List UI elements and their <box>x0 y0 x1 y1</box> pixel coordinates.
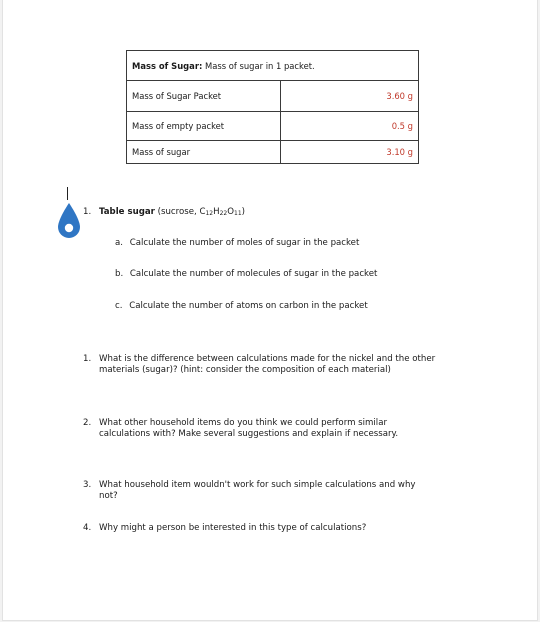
table-header-text: Mass of sugar in 1 packet. <box>204 60 315 71</box>
document-page <box>2 0 538 621</box>
question-text <box>99 354 435 376</box>
subquestion-a <box>115 238 359 249</box>
question-text <box>99 523 366 534</box>
table-row <box>127 141 419 164</box>
row-label: Mass of sugar <box>127 141 281 164</box>
subquestion-text: Calculate the number of moles of sugar in the packet <box>129 238 360 248</box>
subquestion-letter: c. <box>115 301 123 311</box>
subquestion-text: Calculate the number of molecules of sugar in the packet <box>129 269 378 279</box>
table-header-cell <box>127 51 419 81</box>
row-value: 3.60 g <box>280 81 418 112</box>
subquestion-letter: a. <box>115 238 123 248</box>
table-row <box>127 112 419 141</box>
question-line: What is the difference between calculations made for the nickel and the other <box>99 354 436 364</box>
table-header-row <box>127 51 419 81</box>
question-number: 3. <box>83 480 92 490</box>
question-4 <box>83 523 503 535</box>
formula-o-sub: 11 <box>234 210 242 217</box>
subquestion-letter: b. <box>115 269 124 279</box>
question-line: What other household items do you think we could perform similar <box>99 418 387 428</box>
sugar-mass-table <box>126 50 419 164</box>
water-drop-icon[interactable] <box>56 202 82 240</box>
question-number: 1. <box>83 207 92 217</box>
row-label: Mass of empty packet <box>127 112 281 141</box>
formula-o: O <box>227 207 234 217</box>
text-cursor <box>67 187 68 200</box>
subquestion-b <box>115 269 377 280</box>
question-3 <box>83 480 503 504</box>
question-number: 1. <box>83 354 92 364</box>
row-value: 3.10 g <box>280 141 418 164</box>
question-text <box>99 480 415 502</box>
question-number: 2. <box>83 418 92 428</box>
row-label: Mass of Sugar Packet <box>127 81 281 112</box>
formula-h-sub: 22 <box>219 210 228 217</box>
question-line: calculations with? Make several suggestions and explain if necessary. <box>99 429 399 439</box>
row-value: 0.5 g <box>280 112 418 141</box>
question-title: Table sugar <box>99 207 155 217</box>
table-row <box>127 81 419 112</box>
formula-h: H <box>213 207 220 217</box>
question-line: What household item wouldn't work for such simple calculations and why <box>99 480 416 490</box>
question-text <box>99 207 245 219</box>
subquestion-c <box>115 301 368 312</box>
question-2 <box>83 418 503 442</box>
question-number: 4. <box>83 523 92 533</box>
formula-open: (sucrose, C <box>157 207 206 217</box>
question-line: Why might a person be interested in this type of calculations? <box>99 523 367 533</box>
question-line: materials (sugar)? (hint: consider the composition of each material) <box>99 365 391 375</box>
table-header-bold: Mass of Sugar: <box>132 60 203 71</box>
question-text <box>99 418 398 440</box>
formula-c-sub: 12 <box>205 210 214 217</box>
formula-close: ) <box>241 207 245 217</box>
subquestion-text: Calculate the number of atoms on carbon in the packet <box>129 301 368 311</box>
question-1 <box>83 354 503 378</box>
question-line: not? <box>99 491 118 501</box>
